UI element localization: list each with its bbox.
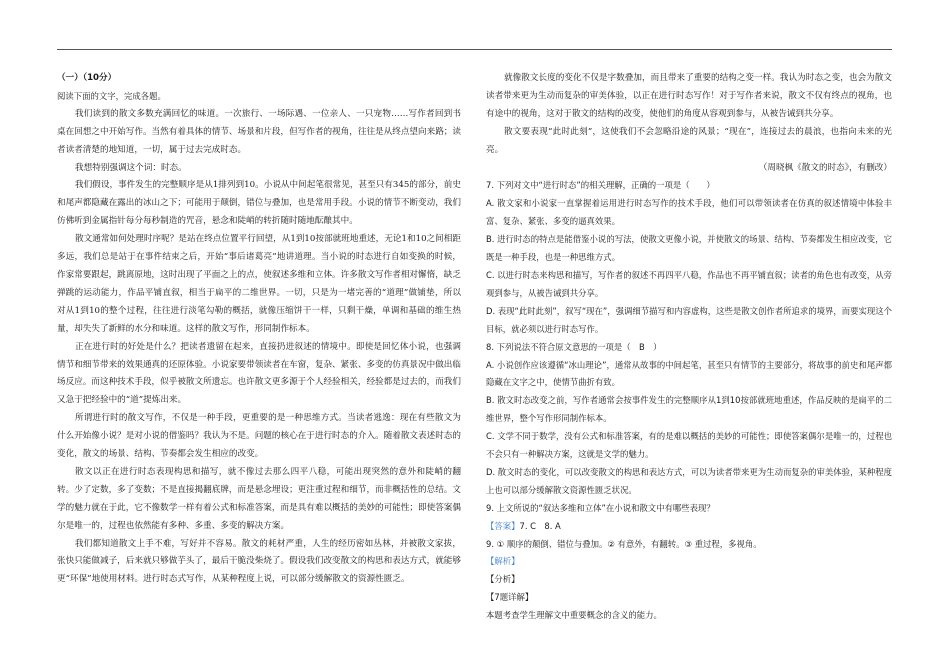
section-heading: （一）（10分） bbox=[57, 73, 117, 83]
passage-paragraph: 正在进行时的好处是什么？把读者遗留在起来，直接扔进叙述的情境中。即使是回忆体小说，也强调情节和细节带来的效果通真的还原体验。小说家要带领读者在车窗，复杂、紧张、多变的仿真景况中做出临场反应。而这种技术手段，似乎被散文所遗忘。也许散文更多源于个人经验相关，经验都是过去的，而我们又急于把经验中的“道”提炼出来。 bbox=[57, 341, 461, 406]
citation: （周晓枫《散文的时态》，有删改） bbox=[758, 162, 892, 173]
question-7-option: A. 散文家和小说家一直掌握着运用进行时态写作的技术手段，他们可以带领读者在仿真的叙述情境中体验丰富、复杂、紧张、多变的逼真效果。 bbox=[486, 198, 892, 227]
passage-paragraph: 我们都知道散文上手不难，写好并不容易。散文的耗材严重，人生的经历密如丛林，并被散文家拔，张快只能做减子，后来就只够做芋头了，最后干脆没柴烧了。假设我们改变散文的构思和表达方式，就能够更“环保”地使用材料。进行时态式写作，从某种程度上说，可以部分缓解散文的资源性匮乏。 bbox=[57, 538, 461, 585]
question-9-stem: 9. 上文所说的“叙达多维和立体”在小说和散文中有哪些表现？ bbox=[486, 502, 715, 513]
right-column bbox=[486, 70, 892, 625]
question-8-option: B. 散文时态改变之前，写作者通常会按事件发生的完整顺序从1到10按部就班地重述，作品反映的是扁平的二维世界，整个写作形同制作标本。 bbox=[486, 395, 892, 424]
question-7-option: B. 进行时态的特点是能借鉴小说的写法，使散文更像小说，并使散文的场景、结构、节奏都发生相应改变，它既是一种手段，也是一种思维方式。 bbox=[486, 234, 892, 263]
q7-analysis-label: 【7题详解】 bbox=[486, 592, 534, 603]
passage-paragraph: 散文以正在进行时态表现构思和描写，就不像过去那么四平八稳，可能出现突然的意外和陡峭的翻转。少了定数，多了变数；不是直接揭翻底牌，而是悬念埋设；更注重过程和细节，而非概括性的总结。文学的魅力就在于此，它不像数学一样有着公式和标准答案，而是具有难以概括的美妙的可能性；即使答案偶尔是唯一的，过程也依然能有多种、多重、多变的解决方案。 bbox=[57, 466, 461, 531]
analysis-tag: 【解析】 bbox=[486, 556, 520, 567]
answer-line bbox=[486, 518, 892, 536]
left-column bbox=[57, 70, 461, 589]
question-7-option: C. 以进行时态来构思和描写，写作者的叙述不再四平八稳，作品也不再平铺直叙；读者的角色也有改变，从旁观到参与，从被告诫到共分享。 bbox=[486, 269, 892, 298]
question-7-option: D. 表现“此时此刻”，叙写“现在”，强调细节描写和内容虚构，这些是散文创作者所追求的境界，而要实现这个目标，就必须以进行时态写作。 bbox=[486, 305, 893, 334]
passage-paragraph: 所谓进行时的散文写作，不仅是一种手段，更重要的是一种思维方式。当读者逃逸：现在有些散文为什么开始像小说？是对小说的借鉴吗？我认为不是。问题的核心在于进行时态的介入。随着散文表述时态的变化，散文的场景、结构、节奏都会发生相应的改变。 bbox=[57, 413, 461, 460]
passage-paragraph: 散文要表现“此时此刻”，这使我们不会忽略沿途的风景；“现在”，连接过去的晨浪，也指向未来的光亮。 bbox=[486, 126, 892, 155]
question-8-option: C. 文学不同于数学，没有公式和标准答案，有的是难以概括的美妙的可能性；即使答案偶尔是唯一的，过程也不会只有一种解决方案，这就是文学的魅力。 bbox=[486, 431, 892, 460]
passage-paragraph: 散文通常如何处理时序呢？是站在终点位置平行回望，从1到10按部就班地重述，无论1和10之间相距多远，我们总是站于在事件结束之后，开始“事后诸葛亮”地讲道理。当小说的时态进行自如变换的时候，作家常要跟起，跳离原地，这时出现了平面之上的点，使叙述多维和立体。许多散文写作者相对懈惰，缺乏弹跳的运动能力，作品平铺直叙，相当于扁平的二维世界。一切，只是为一堵完善的“道理”做铺垫，所以对从1到10的整个过程，往往进行淡笔勾勒的概括，就像压缩饼干一样，只剩干燥，单调和基础的维生热量，却失失了新鲜的水分和味道。这样的散文写作，形同制作标本。 bbox=[57, 234, 461, 334]
analysis-label: 【分析】 bbox=[486, 574, 520, 585]
answer-text: 7. C 8. A bbox=[519, 520, 561, 531]
passage-paragraph: 我们假设，事件发生的完整顺序是从1排列到10。小说从中间起笔很常见，甚至只有345的部分，前史和尾声都隐藏在露出的冰山之下；可能用于颠倒，错位与叠加，也是常用手段。小说的情节不断变动，我们仿佛听到金属指针每分每秒制造的咒音，悬念和陡峭的转折随时随地酝酿其中。 bbox=[57, 180, 461, 227]
question-7-stem: 7. 下列对文中“进行时态”的相关理解，正确的一项是（ ） bbox=[486, 180, 715, 191]
passage-paragraph: 我们读到的散文多数充满回忆的味道。一次旅行、一场际遇、一位亲人、一只宠物……写作者回到书桌在回想之中开始写作。当然有着具体的情节、场景和片段，但写作者的视角，往往是从终点望向来路；读者读者清楚的地知道，一切，属于过去完成时态。 bbox=[57, 108, 461, 155]
instruction: 阅读下面的文字，完成各题。 bbox=[57, 90, 166, 101]
header-rule bbox=[57, 49, 892, 50]
answer-tag: 【答案】 bbox=[486, 520, 520, 531]
question-8-option: A. 小说创作应该遵循“冰山理论”，通常从故事的中间起笔，甚至只有情节的主要部分，将故事的前史和尾声都隐藏在文字之中，使情节曲折有致。 bbox=[486, 359, 892, 388]
passage-paragraph: 我想特别强调这个词：时态。 bbox=[75, 162, 187, 173]
passage-paragraph: 就像散文长度的变化不仅是字数叠加，而且带来了重要的结构之变一样。我认为时态之变，也会为散文读者带来更为生动而复杂的审美体验，以正在进行时态写作！对于写作者来说，散文不仅有终点的视角，也有途中的视角，这对于散文的结构的改变，使他们的角度从容观到参与，从被告诫到共分享。 bbox=[486, 73, 892, 119]
q7-analysis-text: 本题考查学生理解文中重要概念的含义的能力。 bbox=[486, 610, 662, 621]
answer-9: 9. ① 顺序的颠倒、错位与叠加。② 有意外，有翻转。③ 重过程，多视角。 bbox=[486, 538, 762, 549]
question-8-option: D. 散文时态的变化，可以改变散文的构思和表达方式，可以为读者带来更为生动而复杂的审美体验，某种程度上也可以部分缓解散文资源性匮乏状况。 bbox=[486, 466, 892, 495]
question-8-stem: 8. 下列说法不符合原文意思的一项是（ B ） bbox=[486, 341, 662, 352]
